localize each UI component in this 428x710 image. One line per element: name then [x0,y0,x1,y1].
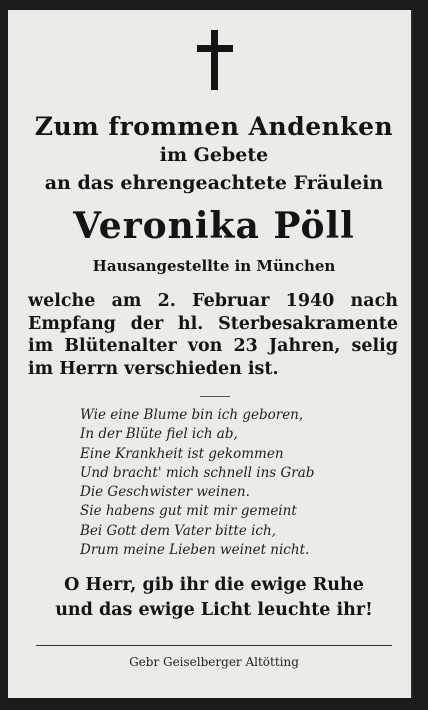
poem-line: Drum meine Lieben weinet nicht. [80,542,310,559]
heading-line-2: im Gebete [159,144,269,166]
poem-line: In der Blüte fiel ich ab, [80,426,238,443]
poem [80,406,380,560]
notice-line: welche am 2. Februar 1940 nach [28,291,398,311]
poem-line: Wie eine Blume bin ich geboren, [80,407,304,423]
heading-line-1: Zum frommen Andenken [34,112,394,141]
deceased-occupation: Hausangestellte in München [92,257,336,275]
divider [200,396,230,397]
footer-rule [36,645,392,646]
notice-line: im Blütenalter von 23 Jahren, selig [28,336,398,356]
notice-line: Empfang der hl. Sterbesakramente [28,313,398,334]
poem-line: Bei Gott dem Vater bitte ich, [80,522,276,539]
prayer-line-2: und das ewige Licht leuchte ihr! [55,600,373,620]
cross-icon [197,30,233,90]
heading-line-3: an das ehrengeachtete Fräulein [44,172,384,194]
poem-line: Eine Krankheit ist gekommen [80,445,284,462]
poem-line: Und bracht' mich schnell ins Grab [80,464,315,481]
death-notice-text [28,290,398,380]
poem-line: Sie habens gut mit mir gemeint [80,503,297,520]
prayer-line-1: O Herr, gib ihr die ewige Ruhe [64,575,364,595]
notice-line: im Herrn verschieden ist. [28,358,279,379]
poem-line: Die Geschwister weinen. [80,484,250,501]
printer-credit: Gebr Geiselberger Altötting [129,655,299,669]
deceased-name: Veronika Pöll [73,205,355,247]
